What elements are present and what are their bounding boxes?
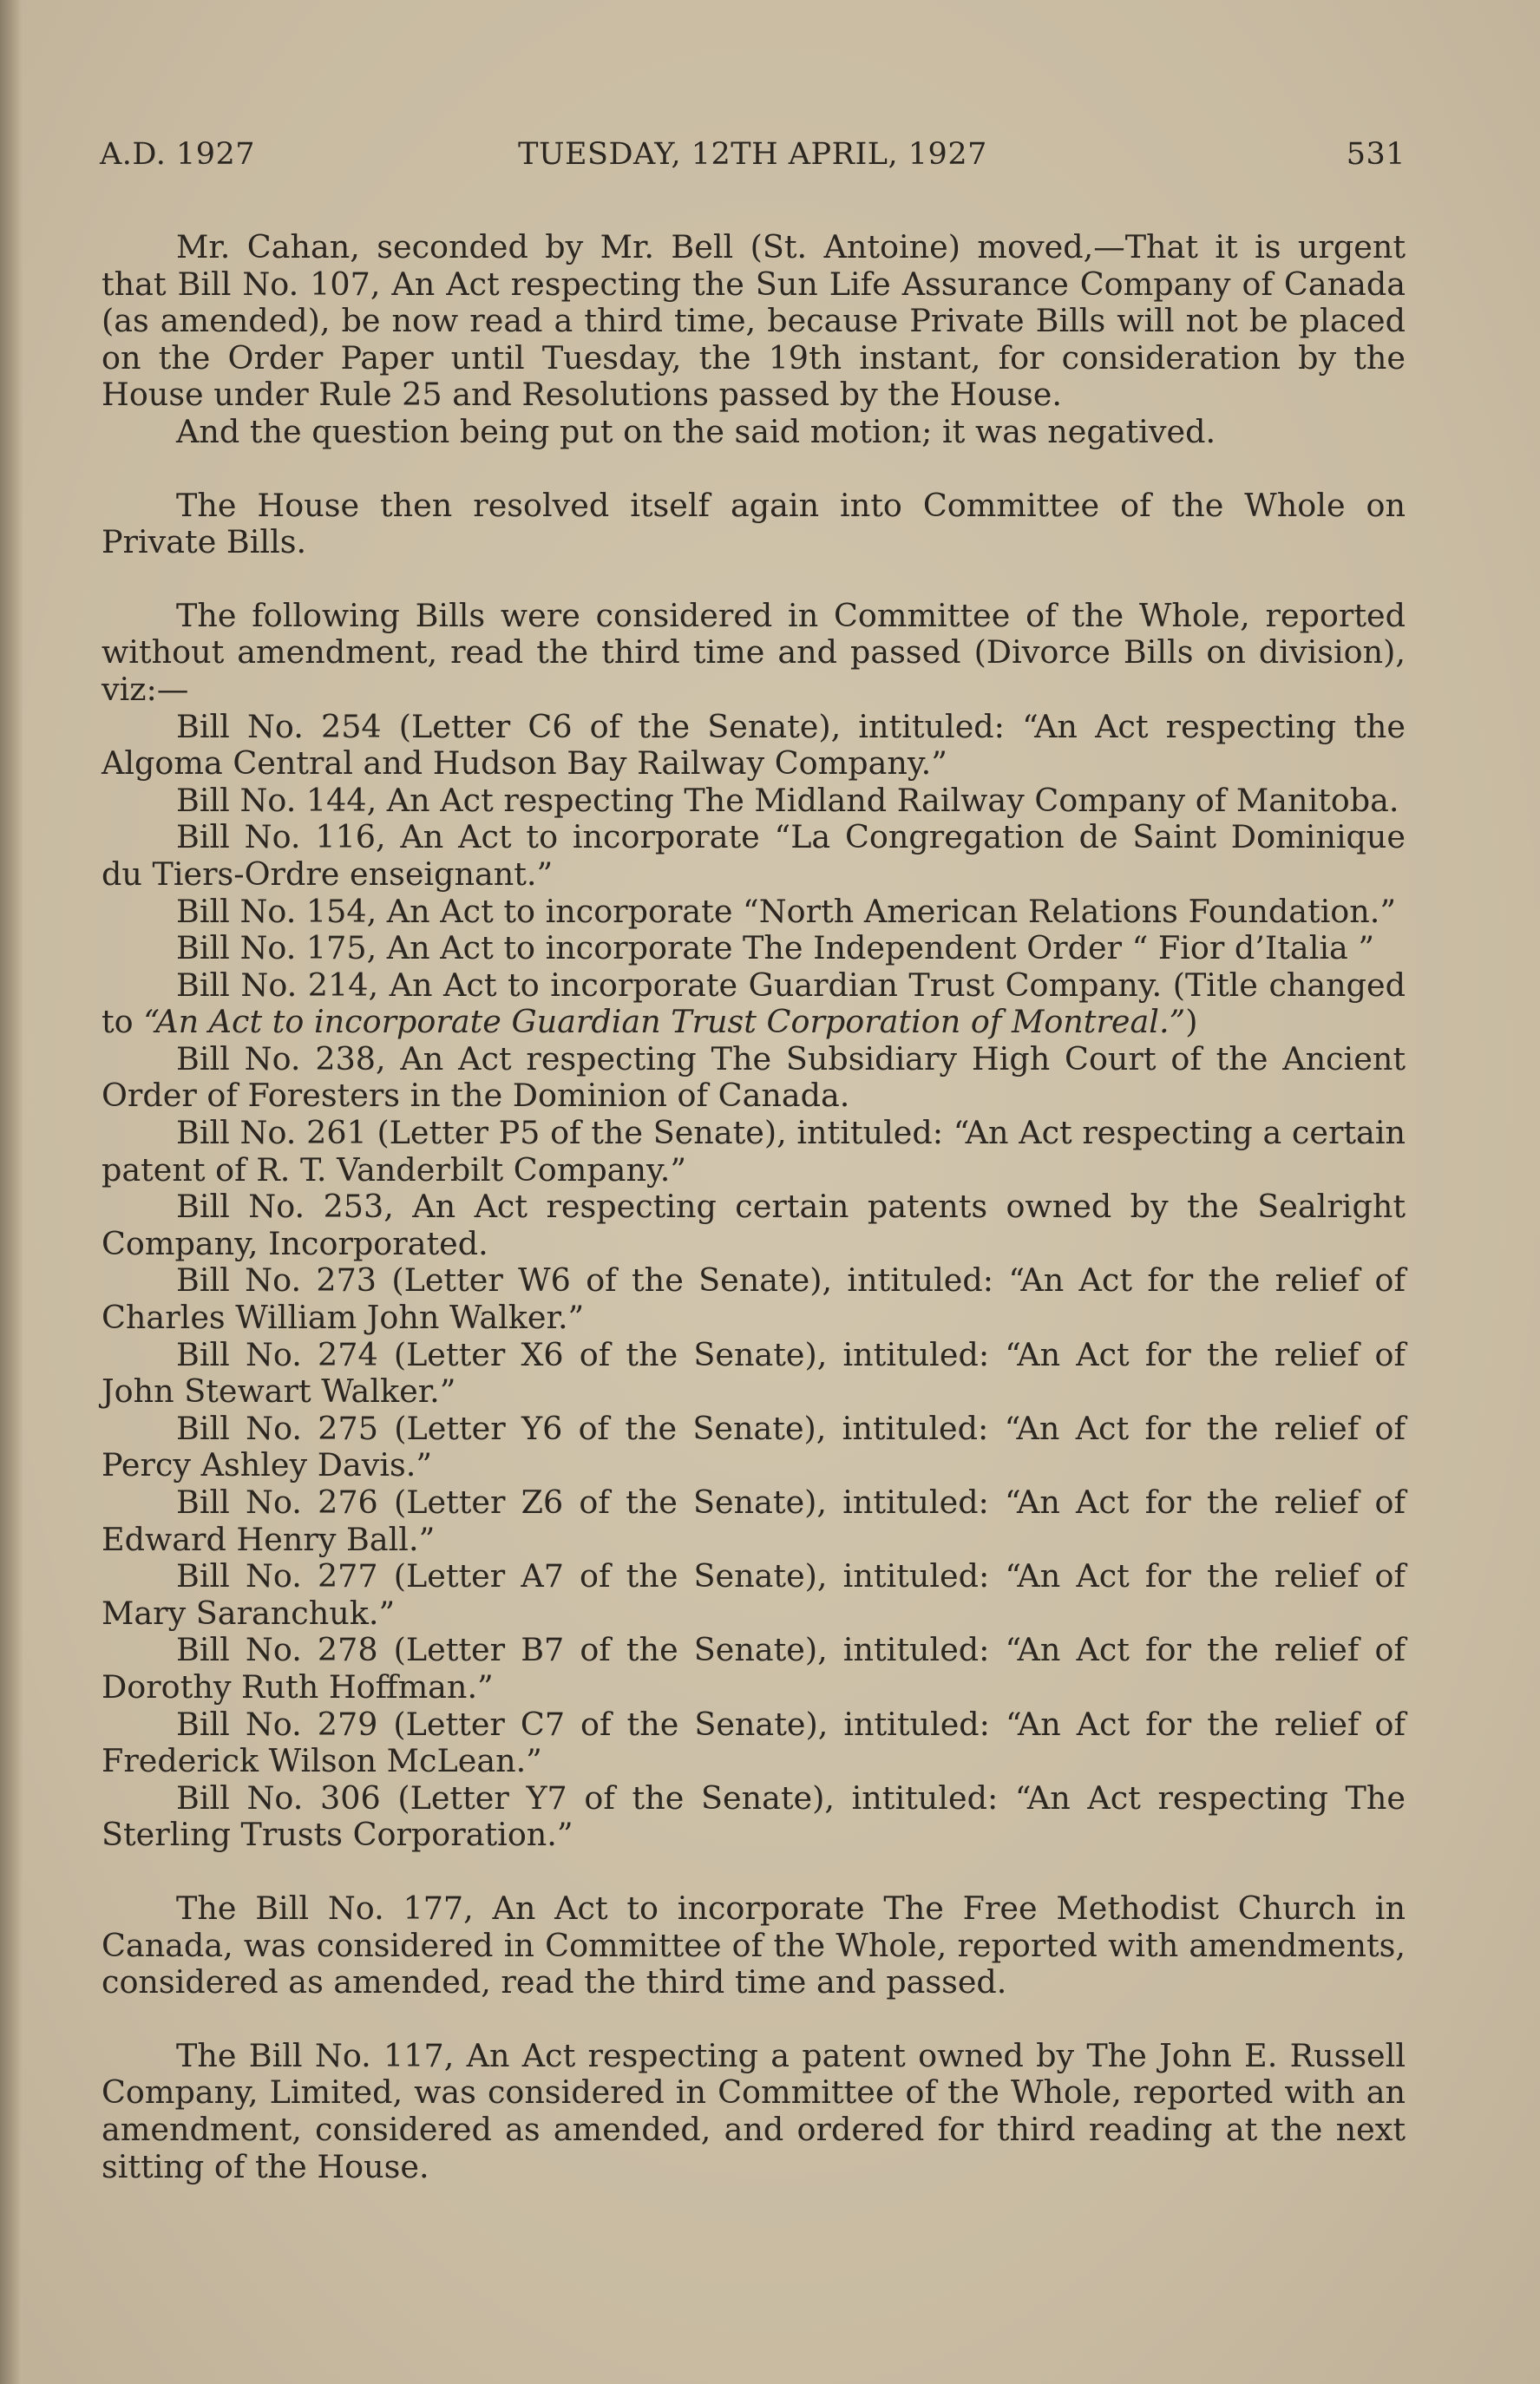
bill-entry: Bill No. 175, An Act to incorporate The Independent Order “ Fior d’Italia ” [176, 929, 1375, 967]
page-body [102, 229, 1406, 2185]
bill-214-new-title: “An Act to incorporate Guardian Trust Corporation of Montreal.” [143, 1003, 1186, 1041]
bill-214-close: ) [1185, 1003, 1198, 1041]
bill-entry: Bill No. 254 (Letter C6 of the Senate), intituled: “An Act respecting the Algoma Central and Hudson Bay Railway Company.” [102, 707, 1406, 783]
bill-entry: Bill No. 275 (Letter Y6 of the Senate), intituled: “An Act for the relief of Percy Ashley Davis.” [102, 1409, 1406, 1484]
bill-214-text: Bill No. 214, An Act to incorporate Guardian Trust Company. (Title changed to [102, 966, 1406, 1041]
bill-entry: Bill No. 277 (Letter A7 of the Senate), intituled: “An Act for the relief of Mary Saranchuk.” [102, 1557, 1406, 1632]
running-header [100, 137, 1406, 179]
bill-entry: Bill No. 261 (Letter P5 of the Senate), intituled: “An Act respecting a certain patent of R. T. Vanderbilt Company.” [102, 1114, 1406, 1189]
motion-paragraph: Mr. Cahan, seconded by Mr. Bell (St. Antoine) moved,—That it is urgent that Bill No. 107, An Act respecting the Sun Life Assurance Company of Canada (as amended), be now read a third time, because Private Bills will not be placed on the Order Paper until Tuesday, the 19th instant, for consideration by the House under Rule 25 and Resolutions passed by the House. [102, 228, 1406, 414]
bill-entry: Bill No. 279 (Letter C7 of the Senate), intituled: “An Act for the relief of Frederick Wilson McLean.” [102, 1705, 1406, 1780]
bill-entry: Bill No. 116, An Act to incorporate “La Congregation de Saint Dominique du Tiers-Ordre enseignant.” [102, 818, 1406, 893]
header-year: A.D. 1927 [100, 137, 256, 172]
bill-117-paragraph: The Bill No. 117, An Act respecting a patent owned by The John E. Russell Company, Limited, was considered in Committee of the Whole, reported with an amendment, considered as amended, and ordered for third reading at the next sitting of the House. [102, 2036, 1406, 2185]
bill-entry: Bill No. 276 (Letter Z6 of the Senate), intituled: “An Act for the relief of Edward Henry Ball.” [102, 1483, 1406, 1558]
bill-entry: Bill No. 273 (Letter W6 of the Senate), intituled: “An Act for the relief of Charles William John Walker.” [102, 1261, 1406, 1337]
header-date: TUESDAY, 12TH APRIL, 1927 [518, 137, 987, 172]
bill-177-paragraph: The Bill No. 177, An Act to incorporate The Free Methodist Church in Canada, was considered in Committee of the Whole, reported with amendments, considered as amended, read the third time and passed. [102, 1889, 1406, 2001]
committee-paragraph: The House then resolved itself again into Committee of the Whole on Private Bills. [102, 486, 1406, 561]
page-binding-edge [0, 0, 23, 2384]
bill-entry: Bill No. 253, An Act respecting certain patents owned by the Sealright Company, Incorporated. [102, 1188, 1406, 1262]
bill-entry: Bill No. 238, An Act respecting The Subsidiary High Court of the Ancient Order of Foresters in the Dominion of Canada. [102, 1039, 1406, 1115]
following-bills-paragraph: The following Bills were considered in Committee of the Whole, reported without amendment, read the third time and passed (Divorce Bills on division), viz:— [102, 596, 1406, 708]
question-paragraph: And the question being put on the said motion; it was negatived. [176, 412, 1216, 450]
page-number: 531 [1346, 137, 1406, 172]
bill-entry: Bill No. 306 (Letter Y7 of the Senate), intituled: “An Act respecting The Sterling Trusts Corporation.” [102, 1778, 1406, 1854]
bill-entry: Bill No. 154, An Act to incorporate “North American Relations Foundation.” [176, 892, 1397, 930]
bill-entry: Bill No. 274 (Letter X6 of the Senate), intituled: “An Act for the relief of John Stewart Walker.” [102, 1335, 1406, 1411]
bill-entry: Bill No. 144, An Act respecting The Midland Railway Company of Manitoba. [176, 781, 1399, 819]
bill-entry: Bill No. 278 (Letter B7 of the Senate), intituled: “An Act for the relief of Dorothy Ruth Hoffman.” [102, 1631, 1406, 1706]
bill-entry-214 [102, 967, 1406, 1041]
bills-list [102, 709, 1406, 1854]
